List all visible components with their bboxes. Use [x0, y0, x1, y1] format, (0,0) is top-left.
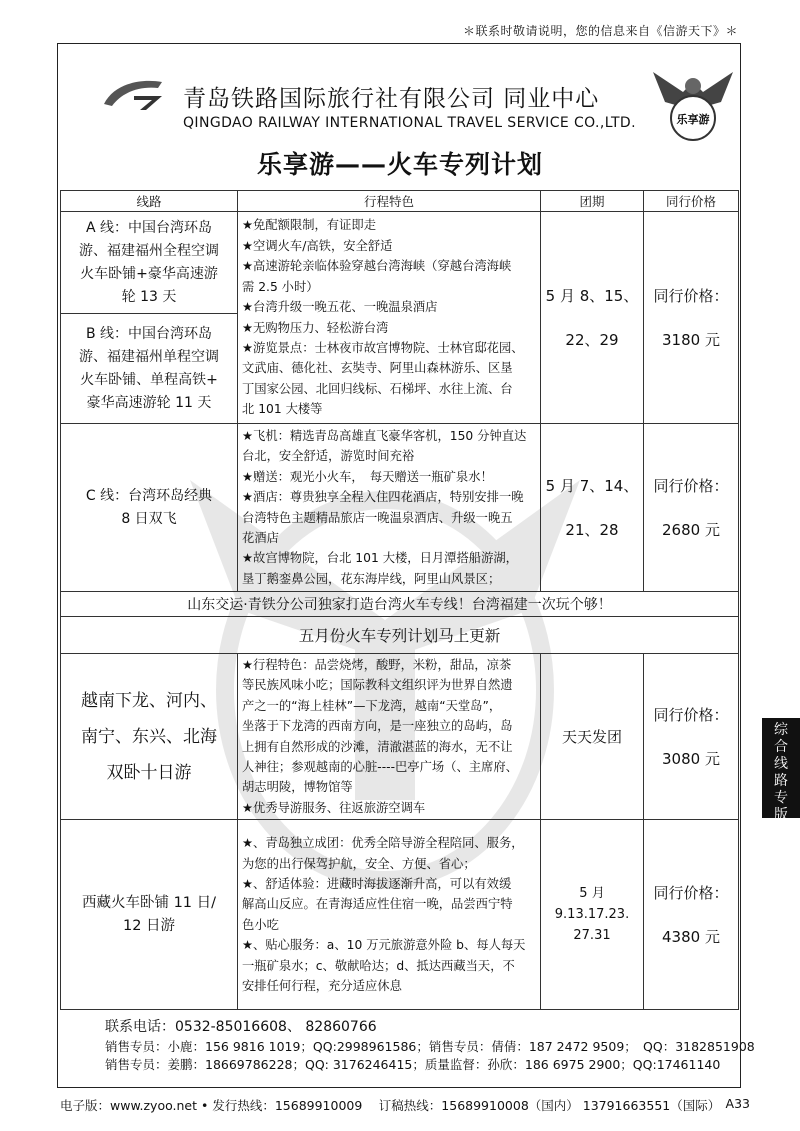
- feature-line: ★酒店：尊贵独享全程入住四花酒店，特别安排一晚: [242, 490, 524, 505]
- route-line: A 线：中国台湾环岛: [85, 219, 213, 236]
- feature-line: 台湾特色主题精品旅店一晚温泉酒店、升级一晚五: [242, 510, 513, 525]
- feature-line: 垦丁鹅銮鼻公园，花东海岸线，阿里山风景区；: [242, 571, 501, 586]
- feature-line: 等民族风味小吃；国际教科文组织评为世界自然遗: [242, 678, 513, 693]
- date-line: 5 月 8、15、: [545, 286, 639, 305]
- feature-line: 解高山反应。在青海适应性住宿一晚，品尝西宁特: [242, 897, 513, 912]
- feature-line: 安排任何行程，充分适应休息: [242, 978, 402, 993]
- col-header-date: 团期: [541, 191, 644, 212]
- date-line: 27.31: [573, 928, 611, 944]
- price-label: 同行价格：: [653, 286, 729, 305]
- route-line: C 线：台湾环岛经典: [85, 487, 213, 504]
- route-line: 8 日双飞: [121, 510, 177, 527]
- route-line: 游、福建福州全程空调: [79, 242, 219, 259]
- col-header-price: 同行价格: [644, 191, 739, 212]
- contact-sales-line-2: 销售专员：姜鹏：18669786228；QQ: 3176246415；质量监督：孙欣：186 6975 2900；QQ:17461140: [105, 1057, 721, 1072]
- price-value: 4380 元: [662, 927, 720, 946]
- itinerary-table: [60, 190, 739, 1010]
- features-e-cell: [238, 820, 541, 1010]
- route-line: 轮 13 天: [121, 288, 177, 305]
- side-tab-char: 路: [774, 773, 788, 789]
- route-line: 游、福建福州单程空调: [79, 348, 219, 365]
- feature-line: ★赠送：观光小火车， 每天赠送一瓶矿泉水！: [242, 469, 493, 484]
- price-c-cell: [644, 424, 739, 592]
- feature-line: ★故宫博物院，台北 101 大楼，日月潭搭船游湖，: [242, 551, 518, 566]
- contact-phone: 联系电话：0532-85016608、 82860766: [105, 1019, 377, 1035]
- date-c-cell: [541, 424, 644, 592]
- date-line: 22、29: [565, 330, 619, 349]
- route-c-cell: [61, 424, 238, 592]
- route-b-cell: [61, 314, 238, 424]
- date-d-cell: [541, 654, 644, 820]
- company-name-cn: 青岛铁路国际旅行社有限公司 同业中心: [183, 86, 600, 112]
- side-tab-char: 合: [774, 739, 788, 755]
- page-footer: [60, 1096, 750, 1114]
- table-row: [61, 617, 739, 654]
- company-name-en: QINGDAO RAILWAY INTERNATIONAL TRAVEL SERVICE CO.,LTD.: [183, 115, 636, 131]
- feature-line: ★、舒适体验：进藏时海拔逐渐升高，可以有效缓: [242, 876, 512, 891]
- feature-line: 台北，安全舒适，游览时间充裕: [242, 449, 415, 464]
- route-line: 火车卧铺+豪华高速游: [80, 265, 218, 282]
- route-a-cell: [61, 212, 238, 314]
- feature-line: ★空调火车/高铁，安全舒适: [242, 238, 393, 253]
- footer-text: 电子版：www.zyoo.net • 发行热线：15689910009 订稿热线：15689910008（国内） 13791663551（国际）: [60, 1098, 721, 1113]
- contact-sales-line-1: 销售专员：小鹿：156 9816 1019；QQ:2998961586；销售专员：倩倩：187 2472 9509； QQ：3182851908: [105, 1039, 755, 1054]
- date-line: 天天发团: [561, 727, 622, 746]
- feature-line: 北 101 大楼等: [242, 402, 323, 417]
- feature-line: 人神往；参观越南的心脏----巴亭广场（、主席府、: [242, 760, 518, 775]
- route-line: 越南下龙、河内、: [81, 690, 217, 711]
- feature-line: 产之一的“海上桂林”—下龙湾，越南“天堂岛”，: [242, 698, 502, 713]
- price-value: 3180 元: [662, 330, 720, 349]
- feature-line: 坐落于下龙湾的西南方向，是一座独立的岛屿，岛: [242, 719, 513, 734]
- feature-line: ★游览景点：士林夜市故宫博物院、士林官邸花园、: [242, 340, 524, 355]
- date-e-cell: [541, 820, 644, 1010]
- side-tab-char: 版: [774, 807, 788, 823]
- company-logo: [100, 74, 164, 112]
- eagle-emblem: [649, 52, 737, 150]
- section-side-tab: [762, 718, 800, 823]
- page-title: 乐享游——火车专列计划: [256, 150, 543, 179]
- feature-line: 丁国家公园、北回归线标、石梯坪、水往上流、台: [242, 381, 513, 396]
- price-value: 3080 元: [662, 749, 720, 768]
- price-ab-cell: [644, 212, 739, 424]
- feature-line: 需 2.5 小时）: [242, 279, 319, 294]
- route-line: B 线：中国台湾环岛: [85, 325, 213, 342]
- feature-line: 为您的出行保驾护航，安全、方便、省心；: [242, 856, 476, 871]
- table-header-row: [61, 191, 739, 212]
- date-line: 5 月: [579, 886, 605, 902]
- feature-line: ★高速游轮亲临体验穿越台湾海峡（穿越台湾海峡: [242, 259, 512, 274]
- route-line: 双卧十日游: [106, 762, 192, 783]
- feature-line: 色小吃: [242, 917, 279, 932]
- route-line: 12 日游: [122, 917, 176, 934]
- feature-line: ★台湾升级一晚五花、一晚温泉酒店: [242, 300, 438, 315]
- table-row: [61, 212, 739, 314]
- source-note: ＊联系时敬请说明，您的信息来自《信游天下》＊: [462, 24, 738, 38]
- table-row: [61, 424, 739, 592]
- date-line: 5 月 7、14、: [545, 476, 639, 495]
- emblem-text: 乐享游: [676, 113, 710, 126]
- route-line: 豪华高速游轮 11 天: [86, 394, 212, 411]
- table-row: [61, 654, 739, 820]
- route-line: 火车卧铺、单程高铁+: [80, 371, 218, 388]
- route-d-cell: [61, 654, 238, 820]
- feature-line: 文武庙、德化社、玄奘寺、阿里山森林游乐、区垦: [242, 361, 513, 376]
- feature-line: 胡志明陵，博物馆等: [242, 780, 353, 795]
- route-line: 西藏火车卧铺 11 日/: [81, 894, 217, 911]
- section-heading: 五月份火车专列计划马上更新: [61, 617, 739, 654]
- table-row: [61, 592, 739, 617]
- price-label: 同行价格：: [653, 476, 729, 495]
- feature-line: ★无购物压力、轻松游台湾: [242, 320, 389, 335]
- side-tab-char: 专: [774, 790, 788, 806]
- col-header-features: 行程特色: [238, 191, 541, 212]
- price-e-cell: [644, 820, 739, 1010]
- side-tab-char: 线: [774, 756, 788, 772]
- route-line: 南宁、东兴、北海: [81, 726, 217, 747]
- feature-line: ★行程特色：品尝烧烤，酸野，米粉，甜品，凉茶: [242, 658, 512, 672]
- date-line: 9.13.17.23.: [554, 907, 630, 923]
- price-label: 同行价格：: [653, 883, 729, 902]
- side-tab-char: 综: [774, 722, 788, 738]
- feature-line: ★优秀导游服务、往返旅游空调车: [242, 800, 426, 815]
- feature-line: ★、青岛独立成团：优秀全陪导游全程陪同、服务，: [242, 836, 524, 851]
- price-label: 同行价格：: [653, 705, 729, 724]
- feature-line: ★、贴心服务：a、10 万元旅游意外险 b、每人每天: [242, 938, 526, 953]
- feature-line: 花酒店: [242, 530, 279, 545]
- price-value: 2680 元: [662, 520, 720, 539]
- price-d-cell: [644, 654, 739, 820]
- date-line: 21、28: [565, 520, 619, 539]
- feature-line: ★飞机：精选青岛高雄直飞豪华客机，150 分钟直达: [242, 428, 527, 443]
- route-e-cell: [61, 820, 238, 1010]
- col-header-route: 线路: [61, 191, 238, 212]
- table-row: [61, 820, 739, 1010]
- feature-line: 一瓶矿泉水；c、敬献哈达；d、抵达西藏当天，不: [242, 958, 515, 973]
- page-number: A33: [725, 1096, 750, 1111]
- feature-line: 上拥有自然形成的沙滩，清澈湛蓝的海水，无不让: [242, 739, 513, 754]
- feature-line: ★免配额限制，有证即走: [242, 218, 376, 233]
- promo-banner: 山东交运·青铁分公司独家打造台湾火车专线！台湾福建一次玩个够！: [61, 592, 739, 617]
- features-ab-cell: [238, 212, 541, 424]
- features-c-cell: [238, 424, 541, 592]
- features-d-cell: [238, 654, 541, 820]
- date-ab-cell: [541, 212, 644, 424]
